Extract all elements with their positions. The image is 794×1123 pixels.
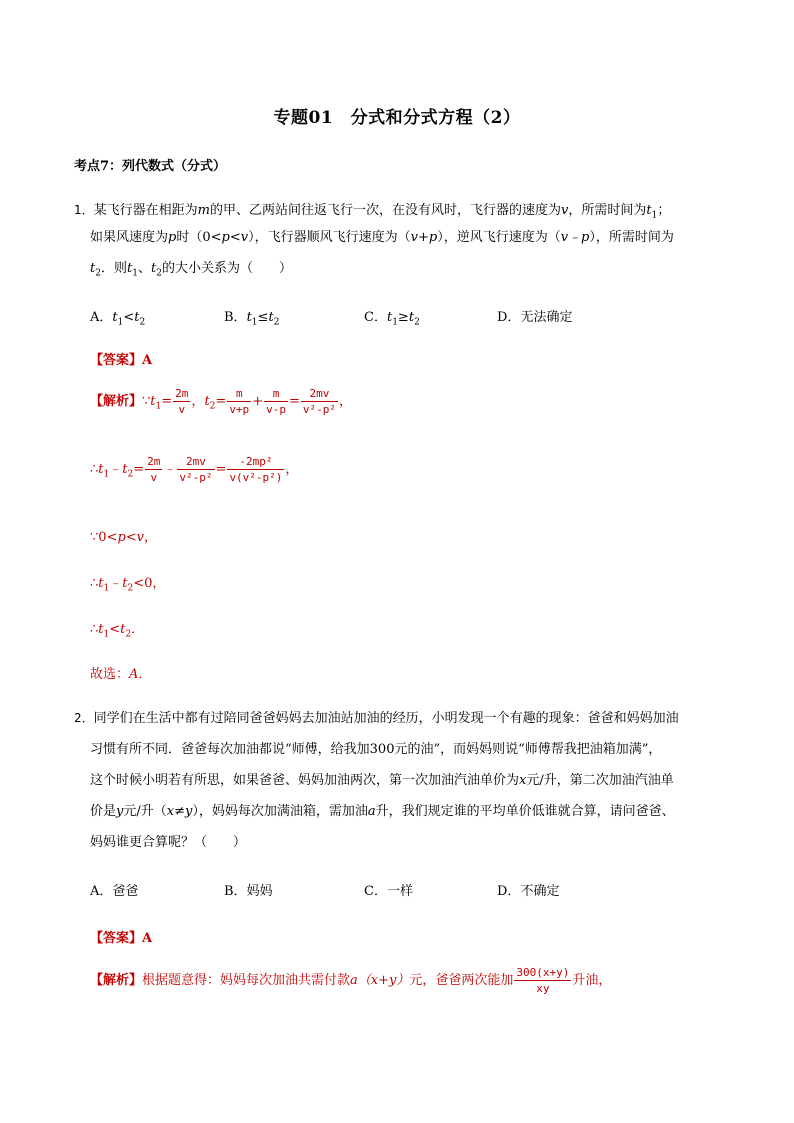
q2-option-a: A．爸爸 — [90, 884, 139, 899]
q1-solution-line4: $\therefore t_1﹣t_2<0$， — [90, 576, 166, 594]
q2-option-b: B．妈妈 — [224, 884, 273, 899]
q2-answer: 【答案】A — [90, 931, 153, 946]
q2-line1: 2．同学们在生活中都有过陪同爸爸妈妈去加油站加油的经历，小明发现一个有趣的现象：爸爸和妈妈加油 — [74, 711, 679, 726]
q1-answer: 【答案】A — [90, 353, 153, 368]
fraction-m-over-v-minus-p: $\frac{m}{v-p}$ — [266, 387, 286, 416]
q1-choose: 故选：A． — [90, 667, 152, 682]
q2-line2: 习惯有所不同．爸爸每次加油都说“师傅，给我加300元的油”，而妈妈则说“师傅帮我把油箱加满”， — [90, 742, 662, 757]
q2-line3: 这个时候小明若有所思，如果爸爸、妈妈加油两次，第一次加油汽油单价为x元/升，第二次加油汽油单 — [90, 773, 674, 788]
fraction-m-over-v-plus-p: $\frac{m}{v+p}$ — [229, 387, 250, 416]
q1-solution-line3: ∵0<p<v， — [90, 530, 158, 545]
q1-line2: 如果风速度为p时（0<p<v），飞行器顺风飞行速度为（v+p），逆风飞行速度为（v﹣p），所需时间为 — [90, 230, 674, 245]
q1-line3: $t_2$．则$t_1$、$t_2$的大小关系为（ ） — [90, 261, 292, 279]
q2-solution-line1: 【解析】根据题意得：妈妈每次加油共需付款a（x+y）元，爸爸两次能加 $\frac{300(x+y)}{xy}$ 升油， — [90, 966, 612, 995]
q1-option-a: A．$t_1<t_2$ — [90, 310, 146, 328]
fraction-2mv: $\frac{2mv}{\text{v²-p²}}$ — [302, 387, 336, 416]
q1-solution-line2: $\therefore t_1﹣t_2=$ $\frac{2m}{v}$ ﹣ $\frac{2mv}{\text{v²-p²}}$ = $\frac{\text{-2mp²}}{\text{v(v²-p²)}}$ ， — [90, 455, 299, 484]
fraction-2m-over-v-2: $\frac{2m}{v}$ — [147, 455, 161, 484]
q2-line4: 价是y元/升（x≠y），妈妈每次加满油箱，需加油a升，我们规定谁的平均单价低谁就合算，请问爸爸、 — [90, 804, 675, 819]
fraction-2mv-2: $\frac{2mv}{\text{v²-p²}}$ — [179, 455, 213, 484]
q1-option-c: C．$t_1\ge t_2$ — [364, 310, 420, 328]
q2-line5: 妈妈谁更合算呢？（ ） — [90, 835, 247, 850]
fraction-2m-over-v: $\frac{2m}{v}$ — [175, 387, 189, 416]
q1-solution-line5: $\therefore t_1<t_2$． — [90, 622, 145, 640]
fraction-300-x-plus-y-over-xy: $\frac{300(x+y)}{xy}$ — [516, 966, 570, 995]
fraction-result: $\frac{\text{-2mp²}}{\text{v(v²-p²)}}$ — [229, 455, 283, 484]
page-title: 专题01 分式和分式方程（2） — [273, 108, 521, 128]
q2-option-d: D．不确定 — [497, 884, 560, 899]
q1-number: 1． — [74, 203, 94, 217]
q1-line1: 1．某飞行器在相距为m的甲、乙两站间往返飞行一次，在没有风时，飞行器的速度为v，所需时间为$t_1$； — [74, 203, 671, 221]
q2-option-c: C．一样 — [364, 884, 413, 899]
q2-number: 2． — [74, 711, 94, 725]
q1-option-d: D．无法确定 — [497, 310, 573, 325]
q1-option-b: B．$t_1\le t_2$ — [224, 310, 280, 328]
q1-solution-line1: 【解析】$\because t_1=$ $\frac{2m}{v}$ ，$t_2=$ $\frac{m}{v+p}$ + $\frac{m}{v-p}$ = $\frac{2mv}{\text{v²-p²}}$ ， — [90, 387, 353, 416]
section-heading: 考点7：列代数式（分式） — [74, 159, 227, 174]
